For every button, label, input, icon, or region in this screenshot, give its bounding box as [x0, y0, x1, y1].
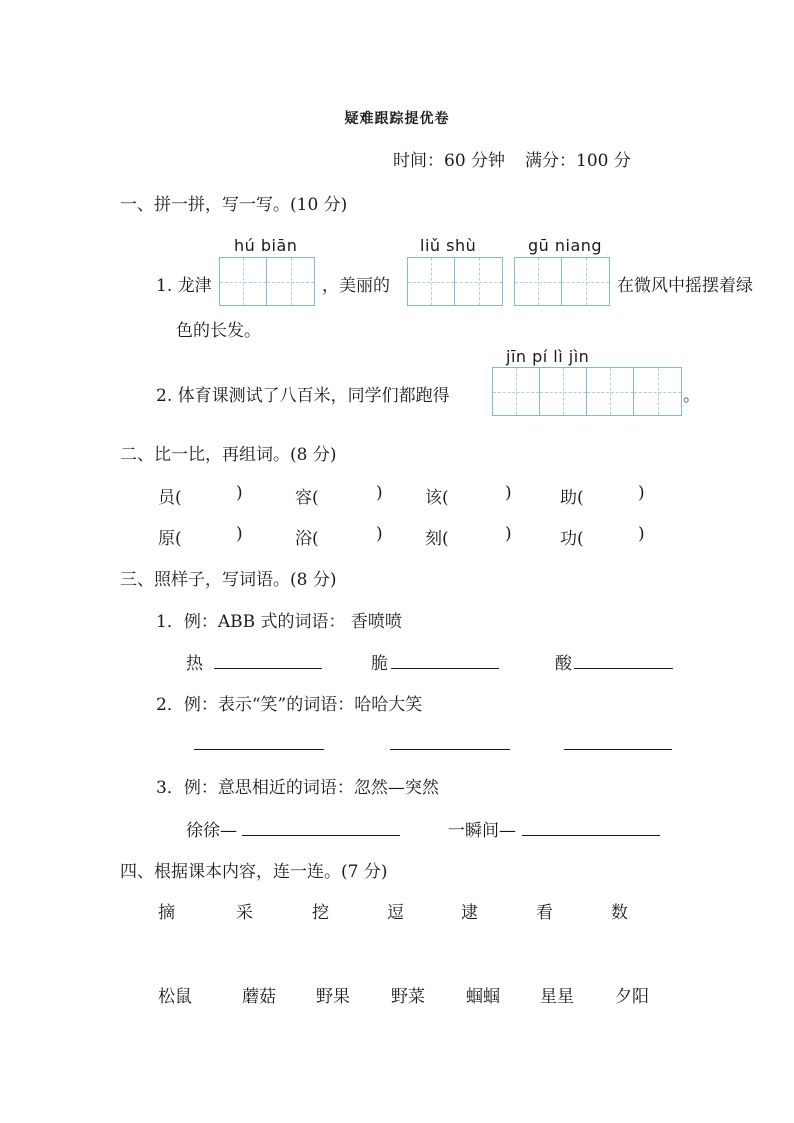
q1-continuation: 色的长发。	[176, 321, 261, 341]
section1-heading: 一、拼一拼，写一写。(10 分)	[120, 195, 348, 215]
match-verb[interactable]: 采	[236, 903, 253, 923]
s3-q1-example: 1．例：ABB 式的词语： 香喷喷	[156, 612, 402, 632]
paren-close: )	[638, 524, 645, 544]
answer-blank[interactable]	[391, 667, 499, 669]
section2-heading: 二、比一比，再组词。(8 分)	[120, 445, 337, 465]
answer-blank[interactable]	[194, 748, 324, 750]
s3-q3-word: 徐徐—	[186, 821, 237, 841]
match-noun[interactable]: 夕阳	[615, 987, 649, 1007]
match-verb[interactable]: 数	[611, 903, 628, 923]
match-verb[interactable]: 看	[536, 903, 553, 923]
answer-grid-liushu[interactable]	[407, 257, 503, 306]
full-score: 满分：100 分	[525, 151, 631, 171]
answer-blank[interactable]	[214, 667, 322, 669]
s3-q3-word: 一瞬间—	[448, 821, 516, 841]
answer-blank[interactable]	[564, 748, 672, 750]
match-noun[interactable]: 蝈蝈	[466, 987, 500, 1007]
paren-close: )	[376, 483, 383, 503]
match-noun[interactable]: 野果	[316, 987, 350, 1007]
answer-grid-jinpilijin[interactable]	[492, 367, 682, 416]
pinyin-hubian: hú biān	[234, 236, 298, 255]
match-noun[interactable]: 野菜	[391, 987, 425, 1007]
compare-char: 员(	[158, 488, 182, 508]
compare-char: 该(	[425, 488, 449, 508]
time-limit: 时间：60 分钟	[393, 151, 506, 171]
pinyin-liushu: liǔ shù	[420, 236, 477, 255]
match-noun[interactable]: 松鼠	[158, 987, 192, 1007]
s3-q1-word: 脆	[371, 654, 388, 674]
q1-middle: ，美丽的	[322, 276, 390, 296]
paren-close: )	[236, 524, 243, 544]
exam-info	[393, 146, 651, 171]
answer-blank[interactable]	[574, 667, 673, 669]
match-verb[interactable]: 摘	[158, 903, 175, 923]
compare-char: 助(	[560, 488, 584, 508]
section4-heading: 四、根据课本内容，连一连。(7 分)	[120, 862, 388, 882]
pinyin-jinpilijin: jīn pí lì jìn	[506, 347, 590, 366]
answer-blank[interactable]	[242, 834, 400, 836]
match-noun[interactable]: 蘑菇	[242, 987, 276, 1007]
page-title: 疑难跟踪提优卷	[344, 111, 450, 127]
s3-q3-example: 3．例：意思相近的词语：忽然—突然	[156, 778, 439, 798]
s3-q2-example: 2．例：表示“笑”的词语：哈哈大笑	[156, 695, 423, 715]
pinyin-guniang: gū niang	[528, 236, 603, 255]
q1-suffix: 在微风中摇摆着绿	[617, 276, 753, 296]
q2-prefix: 2. 体育课测试了八百米，同学们都跑得	[156, 386, 450, 406]
q1-prefix: 1. 龙津	[156, 276, 212, 296]
answer-grid-guniang[interactable]	[514, 257, 610, 306]
paren-close: )	[376, 524, 383, 544]
answer-blank[interactable]	[522, 834, 660, 836]
match-verb[interactable]: 逮	[461, 903, 478, 923]
s3-q1-word: 酸	[555, 654, 572, 674]
compare-char: 浴(	[295, 529, 319, 549]
compare-char: 原(	[158, 529, 182, 549]
paren-close: )	[505, 524, 512, 544]
answer-blank[interactable]	[390, 748, 510, 750]
section3-heading: 三、照样子，写词语。(8 分)	[120, 570, 337, 590]
paren-close: )	[505, 483, 512, 503]
paren-close: )	[236, 483, 243, 503]
compare-char: 功(	[560, 529, 584, 549]
compare-char: 容(	[295, 488, 319, 508]
match-verb[interactable]: 逗	[387, 903, 404, 923]
match-noun[interactable]: 星星	[540, 987, 574, 1007]
paren-close: )	[638, 483, 645, 503]
match-verb[interactable]: 挖	[312, 903, 329, 923]
s3-q1-word: 热	[186, 654, 203, 674]
answer-grid-hubian[interactable]	[219, 257, 315, 306]
q2-suffix: 。	[683, 386, 700, 406]
compare-char: 刻(	[425, 529, 449, 549]
